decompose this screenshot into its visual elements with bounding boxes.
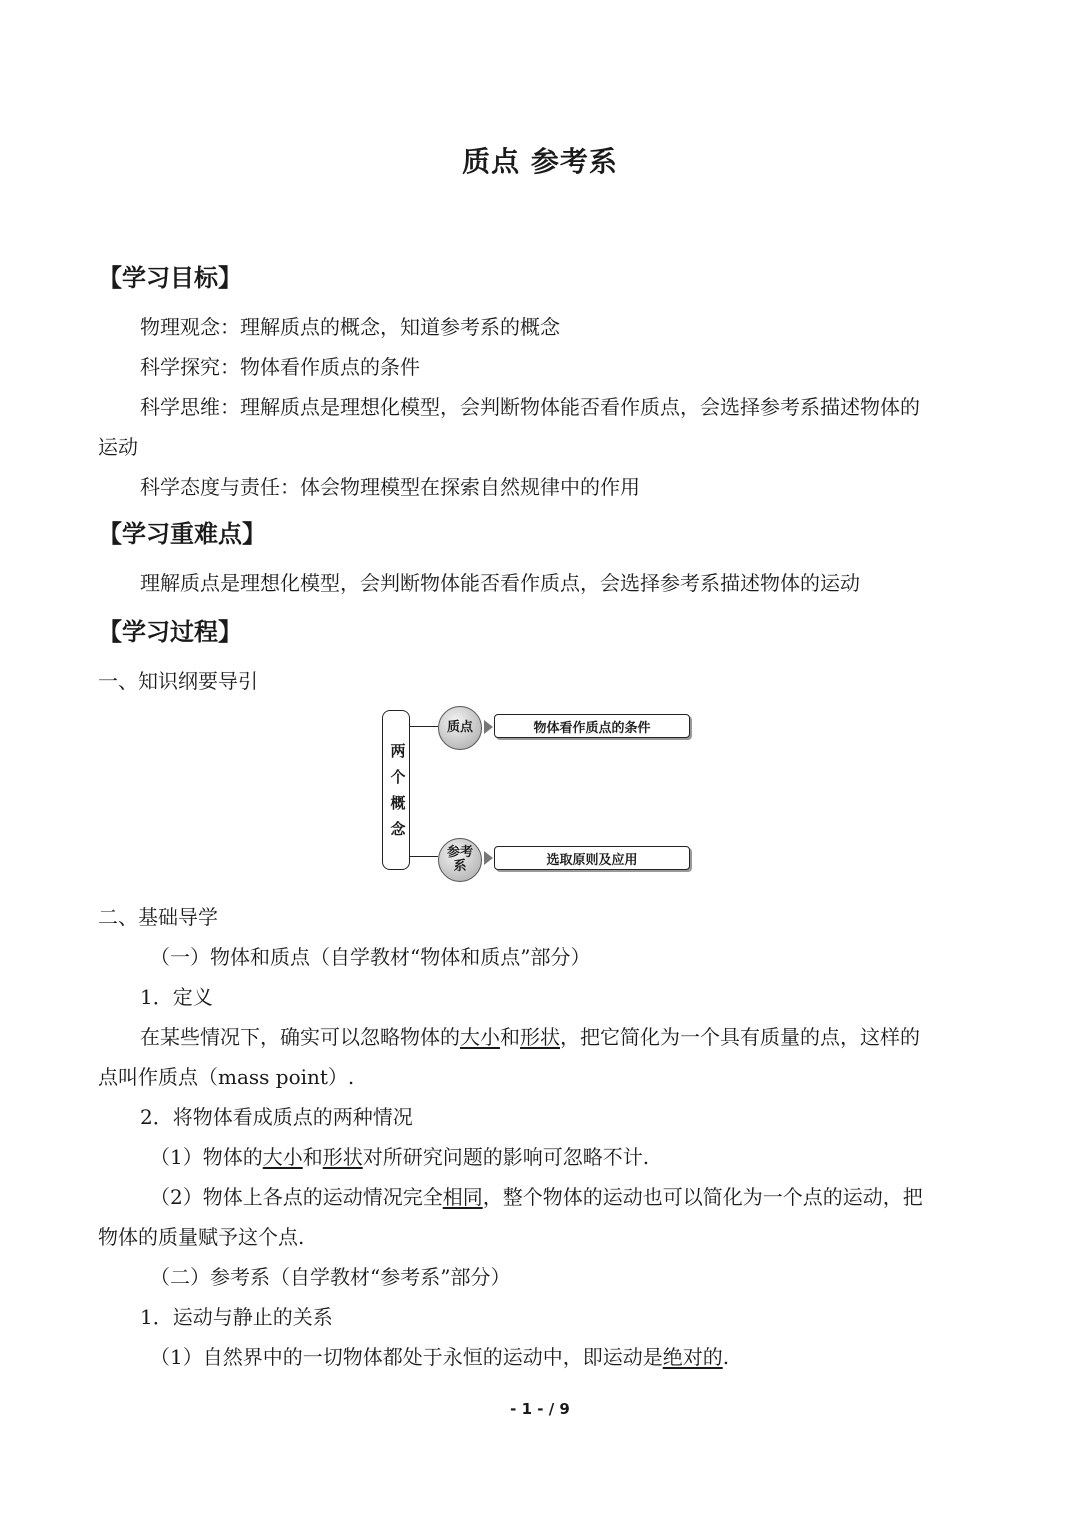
goal-line-3: 科学思维：理解质点是理想化模型，会判断物体能否看作质点，会选择参考系描述物体的 bbox=[140, 395, 920, 419]
goal-line-1: 物理观念：理解质点的概念，知道参考系的概念 bbox=[140, 315, 560, 339]
case-2-line-1: （2）物体上各点的运动情况完全相同，整个物体的运动也可以简化为一个点的运动，把 bbox=[150, 1185, 923, 1209]
part1-heading: 一、知识纲要导引 bbox=[98, 669, 258, 693]
page-title: 质点 参考系 bbox=[462, 145, 618, 178]
connector-bottom bbox=[410, 856, 438, 857]
goals-heading: 【学习目标】 bbox=[98, 264, 242, 292]
two-concepts-label: 两 个 概 念 bbox=[390, 742, 406, 838]
mass-point-condition-box: 物体看作质点的条件 bbox=[494, 714, 690, 738]
goal-line-2: 科学探究：物体看作质点的条件 bbox=[140, 355, 420, 379]
subsection-2-heading: （二）参考系（自学教材“参考系”部分） bbox=[150, 1265, 511, 1289]
definition-line-1: 在某些情况下，确实可以忽略物体的大小和形状，把它简化为一个具有质量的点，这样的 bbox=[140, 1025, 920, 1049]
key-heading: 【学习重难点】 bbox=[98, 520, 266, 548]
definition-title: 1．定义 bbox=[140, 985, 213, 1009]
knowledge-outline-diagram bbox=[382, 706, 702, 884]
cases-title: 2．将物体看成质点的两种情况 bbox=[140, 1105, 413, 1129]
case-1: （1）物体的大小和形状对所研究问题的影响可忽略不计. bbox=[150, 1145, 650, 1169]
process-heading: 【学习过程】 bbox=[98, 618, 242, 646]
selection-principle-box: 选取原则及应用 bbox=[494, 846, 690, 870]
relation-1: （1）自然界中的一切物体都处于永恒的运动中，即运动是绝对的. bbox=[150, 1345, 730, 1369]
subsection-1-heading: （一）物体和质点（自学教材“物体和质点”部分） bbox=[150, 945, 591, 969]
case-2-line-2: 物体的质量赋予这个点. bbox=[98, 1225, 305, 1249]
reference-frame-node: 参考 系 bbox=[438, 838, 482, 882]
definition-line-2: 点叫作质点（mass point）. bbox=[98, 1065, 355, 1089]
connector-top bbox=[410, 726, 438, 727]
part2-heading: 二、基础导学 bbox=[98, 905, 218, 929]
page-number: - 1 - / 9 bbox=[510, 1400, 570, 1418]
goal-line-4: 科学态度与责任：体会物理模型在探索自然规律中的作用 bbox=[140, 475, 640, 499]
goal-line-3-cont: 运动 bbox=[98, 435, 138, 459]
relation-title: 1．运动与静止的关系 bbox=[140, 1305, 333, 1329]
key-text: 理解质点是理想化模型，会判断物体能否看作质点，会选择参考系描述物体的运动 bbox=[140, 571, 860, 595]
arrow-right-icon bbox=[484, 851, 493, 865]
mass-point-node: 质点 bbox=[438, 706, 482, 750]
arrow-right-icon bbox=[484, 720, 493, 734]
